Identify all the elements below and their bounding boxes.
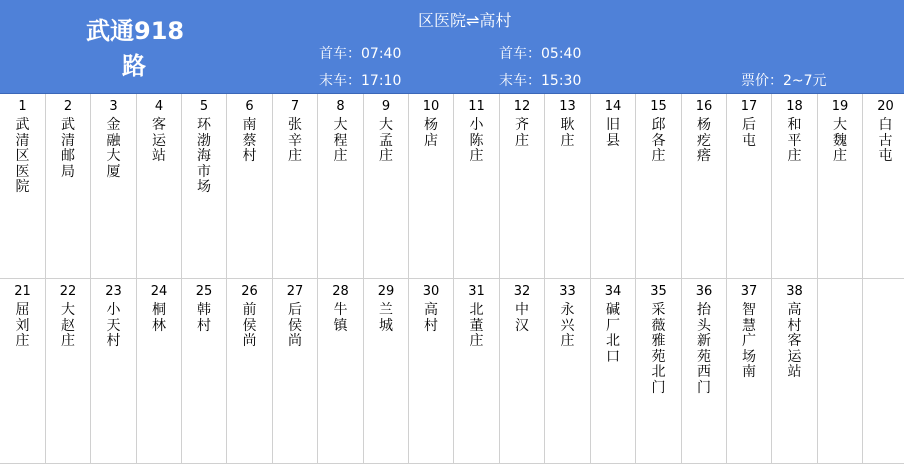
stop-name-wrap — [454, 118, 499, 165]
stop-cell — [500, 94, 545, 279]
stop-name-wrap — [137, 303, 181, 334]
stop-cell — [772, 279, 818, 464]
stop-name: 小陈庄 — [469, 117, 484, 164]
route-number: 武通918 — [86, 17, 185, 45]
stop-name: 大魏庄 — [833, 117, 847, 164]
stop-name-wrap — [227, 118, 272, 165]
stop-name-wrap — [636, 303, 681, 396]
stop-number: 5 — [199, 99, 209, 114]
stop-name-wrap — [545, 303, 590, 350]
stop-name: 小天村 — [106, 302, 121, 349]
stop-number: 3 — [109, 99, 118, 114]
stop-number: 18 — [786, 99, 803, 114]
stop-cell — [46, 94, 91, 279]
stop-cell — [0, 279, 46, 464]
stop-name-wrap — [91, 118, 136, 180]
stop-name: 高村客运站 — [787, 302, 802, 380]
stop-number: 2 — [63, 99, 73, 114]
stop-number: 30 — [422, 284, 440, 299]
stop-name-wrap — [818, 118, 862, 165]
stop-name: 后屯 — [742, 117, 756, 149]
stop-number: 11 — [468, 99, 485, 114]
route-direction: 区医院⇌高村 — [418, 11, 512, 30]
stop-name: 客运站 — [152, 117, 166, 164]
stop-cell — [227, 94, 273, 279]
stop-name: 后侯尚 — [288, 302, 302, 349]
stop-cell — [682, 94, 727, 279]
last-bus-a: 末车：17:10 — [319, 73, 402, 89]
last-bus-b: 末车：15:30 — [499, 73, 582, 89]
stop-number: 35 — [650, 284, 667, 299]
stop-name: 大赵庄 — [61, 302, 75, 349]
stop-number: 21 — [14, 284, 31, 299]
stop-number: 38 — [786, 284, 803, 299]
stops-row-1 — [0, 94, 904, 279]
stop-number: 27 — [286, 284, 304, 299]
stop-cell — [863, 279, 904, 464]
stop-name: 桐林 — [152, 302, 166, 334]
first-bus-b: 首车：05:40 — [499, 46, 582, 62]
stop-name-wrap — [409, 303, 453, 334]
stop-cell — [545, 279, 591, 464]
stop-name: 永兴庄 — [560, 302, 575, 349]
stop-name-wrap — [636, 118, 681, 165]
fare-info: 票价：2~7元 — [741, 73, 827, 89]
stops-row-2 — [0, 279, 904, 464]
stop-cell — [364, 94, 409, 279]
stop-name: 屈刘庄 — [15, 302, 30, 349]
stop-cell — [227, 279, 273, 464]
stop-cell — [636, 94, 682, 279]
stop-cell — [137, 94, 182, 279]
stop-cell — [273, 94, 318, 279]
stop-name-wrap — [772, 118, 817, 165]
stop-number: 24 — [150, 284, 168, 299]
stop-name: 智慧广场南 — [742, 302, 756, 380]
stop-name-wrap — [454, 303, 499, 350]
stop-name-wrap — [182, 118, 226, 196]
stop-cell — [409, 279, 454, 464]
stop-name-wrap — [273, 303, 317, 350]
stop-name: 牛镇 — [333, 302, 348, 334]
stop-name: 抬头新苑西门 — [697, 302, 711, 396]
route-header — [0, 0, 904, 94]
stop-cell — [818, 94, 863, 279]
stop-number: 17 — [740, 99, 758, 114]
stop-number: 10 — [422, 99, 440, 114]
stop-number: 1 — [18, 99, 27, 114]
stop-number: 37 — [740, 284, 758, 299]
stop-name: 金融大厦 — [106, 117, 121, 180]
stop-name: 前侯尚 — [242, 302, 257, 349]
stop-cell — [364, 279, 409, 464]
stop-name-wrap — [682, 118, 726, 165]
stop-number: 16 — [695, 99, 713, 114]
stop-name-wrap — [500, 118, 544, 149]
stop-number: 4 — [154, 99, 164, 114]
stop-number: 15 — [650, 99, 667, 114]
stop-number: 32 — [513, 284, 531, 299]
stop-cell — [182, 94, 227, 279]
stop-cell — [409, 94, 454, 279]
stop-number: 33 — [559, 284, 576, 299]
stop-cell — [91, 94, 137, 279]
stop-name: 武清区医院 — [15, 117, 30, 195]
stop-number: 9 — [381, 99, 391, 114]
stop-cell — [682, 279, 727, 464]
stop-name: 白古屯 — [878, 117, 893, 164]
stop-cell — [727, 94, 772, 279]
stop-number: 36 — [695, 284, 713, 299]
stop-name-wrap — [273, 118, 317, 165]
stop-name-wrap — [591, 303, 635, 365]
stop-number: 14 — [604, 99, 622, 114]
stop-name-wrap — [727, 303, 771, 381]
stop-name-wrap — [727, 118, 771, 149]
stop-name-wrap — [863, 118, 904, 165]
stop-name: 张辛庄 — [288, 117, 302, 164]
stop-name-wrap — [0, 118, 45, 196]
stop-cell — [91, 279, 137, 464]
stop-cell — [137, 279, 182, 464]
stop-name: 耿庄 — [560, 117, 575, 149]
stop-number: 13 — [559, 99, 576, 114]
stop-number: 26 — [241, 284, 258, 299]
stop-cell — [454, 279, 500, 464]
stop-name-wrap — [46, 118, 90, 180]
stop-name: 环渤海市场 — [197, 117, 211, 195]
stop-cell — [182, 279, 227, 464]
stop-cell — [318, 94, 364, 279]
stop-name: 武清邮局 — [61, 117, 75, 180]
stops-grid — [0, 94, 904, 464]
stop-number: 29 — [377, 284, 395, 299]
stop-cell — [591, 94, 636, 279]
stop-name: 齐庄 — [515, 117, 529, 149]
stop-name: 旧县 — [606, 117, 620, 149]
stop-name-wrap — [91, 303, 136, 350]
stop-cell — [46, 279, 91, 464]
stop-name-wrap — [182, 303, 226, 334]
stop-cell — [500, 279, 545, 464]
stop-number: 22 — [59, 284, 77, 299]
stop-name-wrap — [863, 303, 904, 319]
stop-name-wrap — [364, 118, 408, 165]
stop-cell — [727, 279, 772, 464]
stop-cell — [0, 94, 46, 279]
stop-number: 19 — [831, 99, 849, 114]
stop-number: 6 — [245, 99, 254, 114]
stop-name: 邱各庄 — [651, 117, 666, 164]
stop-number: 34 — [604, 284, 622, 299]
stop-name: 南蔡村 — [242, 117, 257, 164]
stop-number: 23 — [105, 284, 122, 299]
stop-number: 28 — [332, 284, 349, 299]
stop-name: 和平庄 — [787, 117, 802, 164]
stop-name: 杨疙瘩 — [697, 117, 711, 164]
stop-name: 大程庄 — [333, 117, 348, 164]
stop-cell — [772, 94, 818, 279]
stop-name: 采薇雅苑北门 — [651, 302, 666, 396]
stop-number: 12 — [513, 99, 531, 114]
stop-name-wrap — [545, 118, 590, 149]
stop-name-wrap — [364, 303, 408, 334]
stop-name: 杨店 — [424, 117, 438, 149]
stop-name: 北董庄 — [469, 302, 484, 349]
stop-cell — [818, 279, 863, 464]
stop-name: 兰城 — [379, 302, 393, 334]
stop-name-wrap — [772, 303, 817, 381]
stop-name-wrap — [409, 118, 453, 149]
stop-name-wrap — [227, 303, 272, 350]
first-bus-a: 首车：07:40 — [319, 46, 402, 62]
stop-cell — [863, 94, 904, 279]
stop-number: 20 — [877, 99, 894, 114]
stop-cell — [636, 279, 682, 464]
stop-name-wrap — [500, 303, 544, 334]
route-suffix: 路 — [122, 52, 146, 80]
stop-name-wrap — [318, 303, 363, 334]
stop-name: 大孟庄 — [379, 117, 393, 164]
stop-name-wrap — [137, 118, 181, 165]
stop-name: 韩村 — [197, 302, 211, 334]
stop-cell — [273, 279, 318, 464]
stop-name-wrap — [591, 118, 635, 149]
stop-number: 25 — [195, 284, 213, 299]
stop-cell — [591, 279, 636, 464]
stop-name-wrap — [0, 303, 45, 350]
stop-cell — [545, 94, 591, 279]
stop-name-wrap — [818, 303, 862, 319]
stop-number: 7 — [290, 99, 300, 114]
stop-name-wrap — [682, 303, 726, 396]
stop-name-wrap — [46, 303, 90, 350]
stop-name: 碱厂北口 — [606, 302, 620, 365]
stop-name-wrap — [318, 118, 363, 165]
stop-cell — [318, 279, 364, 464]
stop-number: 8 — [336, 99, 345, 114]
stop-cell — [454, 94, 500, 279]
stop-name: 中汉 — [515, 302, 529, 334]
stop-number: 31 — [468, 284, 485, 299]
stop-name: 高村 — [424, 302, 438, 334]
